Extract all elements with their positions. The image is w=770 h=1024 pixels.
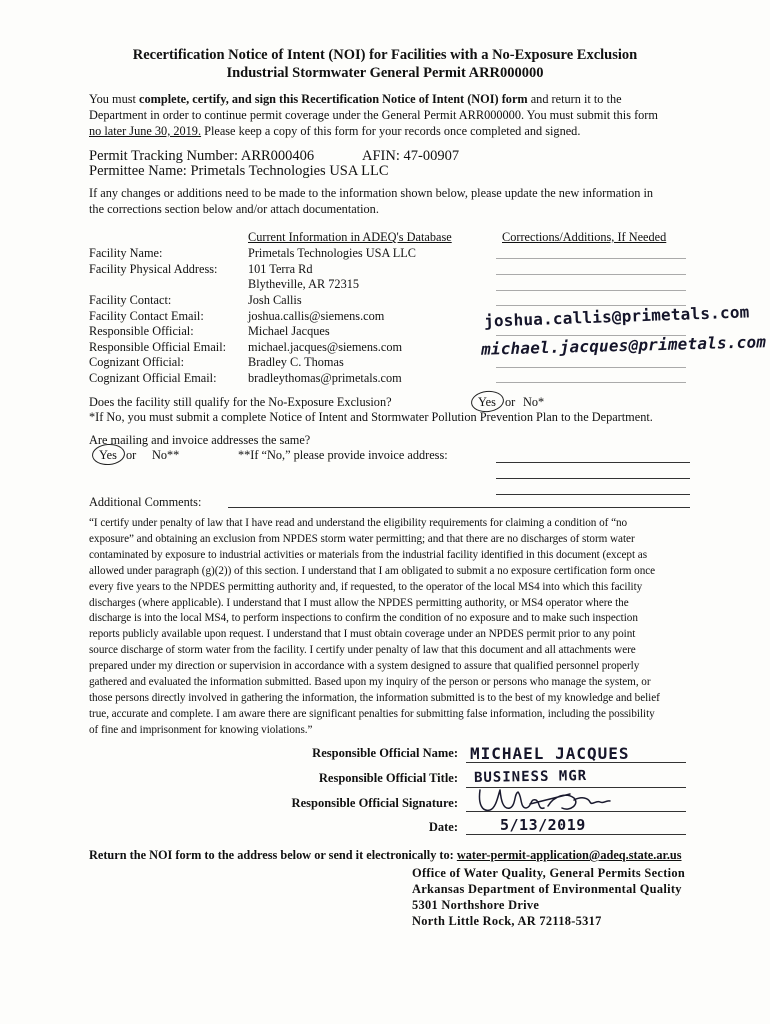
responsible-official-email-label: Responsible Official Email:	[89, 340, 227, 354]
official-name-label: Responsible Official Name:	[312, 746, 458, 760]
cognizant-official-email-label: Cognizant Official Email:	[89, 371, 217, 385]
date-line[interactable]	[466, 834, 686, 835]
deadline: no later June 30, 2019.	[89, 124, 202, 138]
changes-note: If any changes or additions need to be made to the information shown below, please update the new information in the corrections section below and/or attach documentation.	[89, 186, 654, 216]
mailing-no[interactable]: No**	[152, 448, 180, 462]
permit-tracking-number: Permit Tracking Number: ARR000406	[89, 148, 315, 164]
cognizant-official-label: Cognizant Official:	[89, 355, 185, 369]
qualify-no[interactable]: No*	[523, 395, 545, 409]
signature-scribble	[470, 786, 620, 818]
mailing-yes[interactable]: Yes	[99, 448, 117, 462]
facility-contact-value: Josh Callis	[248, 293, 302, 307]
return-instructions: Return the NOI form to the address below or send it electronically to: water-permit-application@adeq.state.ar.us	[89, 848, 682, 862]
current-info-header: Current Information in ADEQ's Database	[248, 230, 452, 244]
intro-emphasis: complete, certify, and sign this Recertification Notice of Intent (NOI) form	[139, 92, 528, 106]
facility-name-label: Facility Name:	[89, 246, 163, 260]
corrections-header: Corrections/Additions, If Needed	[502, 230, 667, 244]
return-email-link[interactable]: water-permit-application@adeq.state.ar.us	[456, 848, 682, 862]
invoice-address-line[interactable]	[496, 462, 690, 463]
handwritten-official-email: michael.jacques@primetals.com	[480, 332, 767, 359]
correction-line[interactable]	[496, 367, 686, 368]
responsible-official-label: Responsible Official:	[89, 324, 194, 338]
correction-line[interactable]	[496, 290, 686, 291]
correction-line[interactable]	[496, 382, 686, 383]
handwritten-contact-email: joshua.callis@primetals.com	[483, 302, 750, 331]
additional-comments-line[interactable]	[228, 507, 690, 508]
cognizant-official-email-value: bradleythomas@primetals.com	[248, 371, 402, 385]
official-signature-label: Responsible Official Signature:	[291, 796, 458, 810]
facility-name-value: Primetals Technologies USA LLC	[248, 246, 416, 260]
facility-address-line2: Blytheville, AR 72315	[248, 277, 360, 291]
facility-contact-email-label: Facility Contact Email:	[89, 309, 204, 323]
correction-line[interactable]	[496, 274, 686, 275]
mailing-question: Are mailing and invoice addresses the same?	[89, 433, 311, 447]
afin: AFIN: 47-00907	[362, 148, 460, 164]
qualify-question: Does the facility still qualify for the No-Exposure Exclusion?	[89, 395, 392, 409]
cognizant-official-value: Bradley C. Thomas	[248, 355, 344, 369]
qualify-or: or	[505, 395, 516, 409]
facility-contact-label: Facility Contact:	[89, 293, 172, 307]
certification-statement: “I certify under penalty of law that I have read and understand the eligibility requirements for claiming a condition of “no exposure” and obtaining an exclusion from NPDES storm water permitting; and that there are no discharges of storm water contaminated by exposure to industrial activities or materials from the industrial facility identified in this document (except as allowed under paragraph (g)(2)) of this section. I understand that I am obligated to submit a no exposure certification form once every five years to the NPDES permitting authority and, if requested, to the operator of the local MS4 into which this facility discharges (where applicable). I understand that I must allow the NPDES permitting authority, or MS4 operator where the discharge is into the local MS4, to perform inspections to confirm the condition of no exposure and to make such inspection reports publicly available upon request. I understand that I must obtain coverage under an NPDES permit prior to any point source discharge of storm water from the facility. I certify under penalty of law that this document and all attachments were prepared under my direction or supervision in accordance with a system designed to assure that qualified personnel properly gathered and evaluated the information submitted. Based upon my inquiry of the person or persons who manage the system, or those persons directly involved in gathering the information, the information submitted is to the best of my knowledge and belief true, accurate and complete. I am aware there are significant penalties for submitting false information, including the possibility of fine and imprisonment for knowing violations.”	[89, 517, 660, 736]
handwritten-date: 5/13/2019	[500, 816, 586, 834]
handwritten-official-title: BUSINESS MGR	[473, 768, 588, 786]
invoice-address-line[interactable]	[496, 478, 690, 479]
correction-line[interactable]	[496, 258, 686, 259]
facility-address-line1: 101 Terra Rd	[248, 262, 313, 276]
form-title-line1: Recertification Notice of Intent (NOI) for Facilities with a No-Exposure Exclusion	[132, 47, 638, 63]
intro-paragraph: You must complete, certify, and sign this Recertification Notice of Intent (NOI) form and return it to the Department in order to continue permit coverage under the General Permit ARR000000. You must submit this form no later June 30, 2019. Please keep a copy of this form for your records once completed and signed.	[89, 92, 658, 138]
responsible-official-email-value: michael.jacques@siemens.com	[248, 340, 403, 354]
additional-comments-label: Additional Comments:	[89, 495, 202, 509]
permittee-name: Permittee Name: Primetals Technologies USA LLC	[89, 163, 389, 179]
facility-contact-email-value: joshua.callis@siemens.com	[248, 309, 385, 323]
facility-address-label: Facility Physical Address:	[89, 262, 218, 276]
qualify-yes[interactable]: Yes	[478, 395, 496, 409]
mailing-or: or	[126, 448, 137, 462]
mailing-yes-circle-mark	[91, 443, 125, 466]
date-label: Date:	[428, 820, 458, 834]
mailing-address: Office of Water Quality, General Permits Section Arkansas Department of Environmental Quality 5301 Northshore Drive North Little Rock, AR 72118-5317	[412, 866, 686, 928]
qualify-note: *If No, you must submit a complete Notice of Intent and Stormwater Pollution Prevention Plan to the Department.	[89, 410, 653, 424]
responsible-official-value: Michael Jacques	[248, 324, 330, 338]
form-title-line2: Industrial Stormwater General Permit ARR000000	[226, 65, 544, 81]
mailing-note: **If “No,” please provide invoice address:	[238, 448, 448, 462]
official-title-label: Responsible Official Title:	[318, 771, 458, 785]
invoice-address-line[interactable]	[496, 494, 690, 495]
handwritten-official-name: MICHAEL JACQUES	[470, 744, 630, 763]
